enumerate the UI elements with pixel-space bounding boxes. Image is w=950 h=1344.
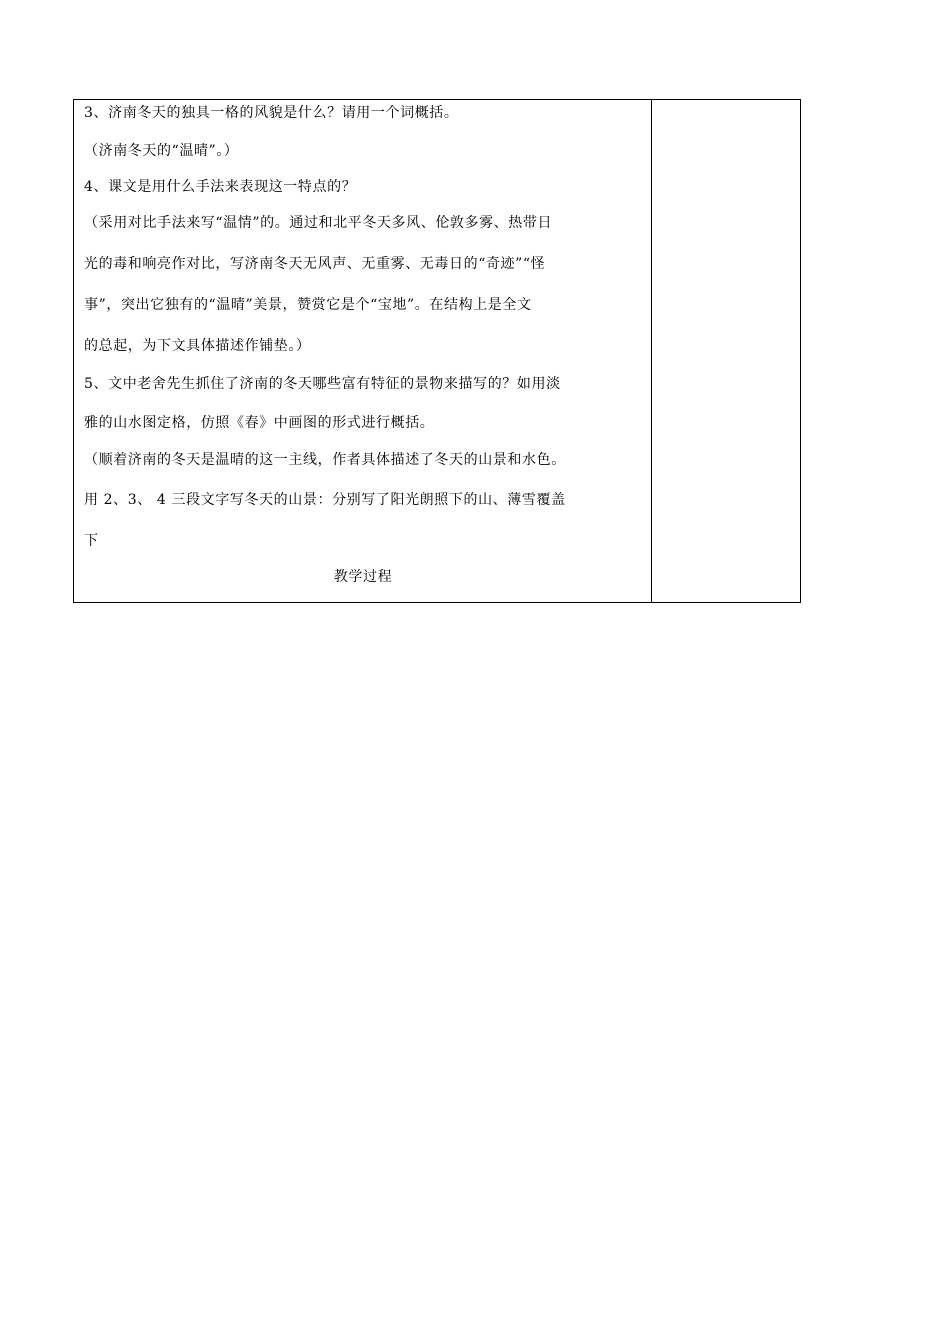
answer-5-line-1: （顺着济南的冬天是温晴的这一主线，作者具体描述了冬天的山景和水色。: [84, 452, 566, 468]
notes-cell: [652, 100, 800, 602]
answer-5-line-3: 下: [84, 533, 99, 549]
question-5-line-1: 5、文中老舍先生抓住了济南的冬天哪些富有特征的景物来描写的？如用淡: [84, 376, 561, 392]
answer-4-line-1: （采用对比手法来写“温情”的。通过和北平冬天多风、伦敦多雾、热带日: [84, 215, 553, 231]
section-label: 教学过程: [333, 569, 393, 585]
question-4: 4、课文是用什么手法来表现这一特点的？: [84, 179, 357, 195]
question-5-line-2: 雅的山水图定格，仿照《春》中画图的形式进行概括。: [84, 415, 435, 431]
content-cell: [74, 100, 652, 602]
question-3: 3、济南冬天的独具一格的风貌是什么？请用一个词概括。: [84, 105, 459, 121]
answer-4-line-4: 的总起，为下文具体描述作铺垫。）: [84, 338, 311, 354]
answer-3: （济南冬天的“温晴”。）: [84, 143, 239, 159]
lesson-table: [73, 99, 801, 603]
answer-5-line-2: 用 2、3、 4 三段文字写冬天的山景：分别写了阳光朗照下的山、薄雪覆盖: [84, 492, 566, 508]
answer-4-line-2: 光的毒和响亮作对比，写济南冬天无风声、无重雾、无毒日的“奇迹”“怪: [84, 256, 546, 272]
answer-4-line-3: 事”，突出它独有的“温晴”美景，赞赏它是个“宝地”。在结构上是全文: [84, 297, 532, 313]
